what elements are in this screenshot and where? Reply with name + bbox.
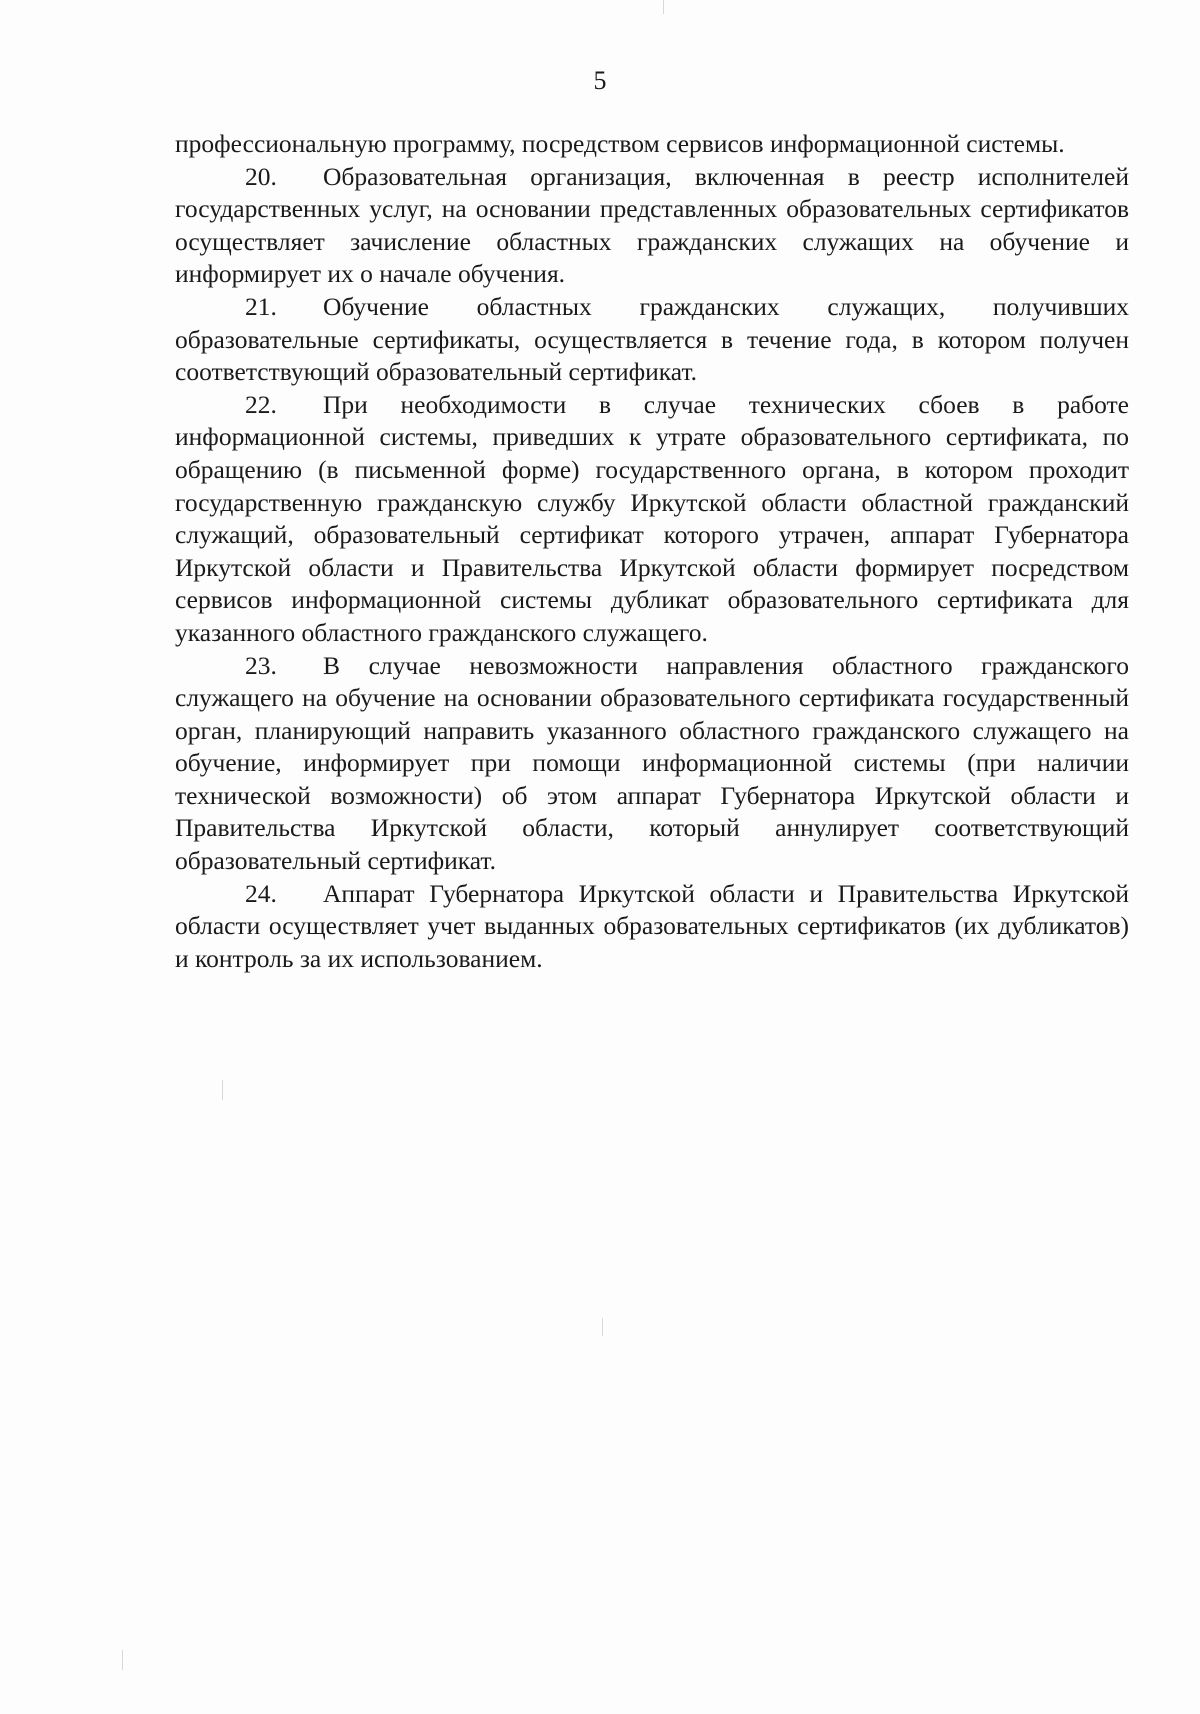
paragraph-number: 24. [245, 878, 277, 908]
paragraph-text: При необходимости в случае технических сбоев в работе информационной системы, приведших к утрате образовательного сертификата, по обращению (в письменной форме) государственного органа, в котором проходит государственную гражданскую службу Иркутской области областной гражданский служащий, образовательный сертификат которого утрачен, аппарат Губернатора Иркутской области и Правительства Иркутской области формирует посредством сервисов информационной системы дубликат образовательного сертификата для указанного областного гражданского служащего. [175, 389, 1129, 647]
paragraph-number: 23. [245, 650, 277, 680]
paragraph-24 [175, 878, 1129, 976]
paragraph-text: профессиональную программу, посредством сервисов информационной системы. [175, 129, 1065, 158]
paragraph-number: 21. [245, 291, 277, 321]
document-body [175, 128, 1129, 975]
paragraph-23 [175, 650, 1129, 878]
paragraph-text: Образовательная организация, включенная в реестр исполнителей государственных услуг, на основании представленных образовательных сертификатов осуществляет зачисление областных гражданских служащих на обучение и информирует их о начале обучения. [175, 161, 1129, 289]
paragraph-text: Аппарат Губернатора Иркутской области и Правительства Иркутской области осуществляет учет выданных образовательных сертификатов (их дубликатов) и контроль за их использованием. [175, 878, 1129, 973]
paragraph-continuation [175, 128, 1129, 161]
scan-artifact [222, 1080, 223, 1100]
scan-artifact [602, 1318, 603, 1336]
paragraph-number: 20. [245, 161, 277, 191]
paragraph-text: Обучение областных гражданских служащих, получивших образовательные сертификаты, осуществляется в течение года, в котором получен соответствующий образовательный сертификат. [175, 291, 1129, 387]
page-number: 5 [593, 66, 607, 95]
paragraph-20 [175, 161, 1129, 291]
paragraph-number: 22. [245, 389, 277, 419]
scan-artifact [663, 0, 664, 14]
paragraph-22 [175, 389, 1129, 650]
scan-artifact [122, 1650, 123, 1670]
paragraph-text: В случае невозможности направления областного гражданского служащего на обучение на основании образовательного сертификата государственный орган, планирующий направить указанного областного гражданского служащего на обучение, информирует при помощи информационной системы (при наличии технической возможности) об этом аппарат Губернатора Иркутской области и Правительства Иркутской области, который аннулирует соответствующий образовательный сертификат. [175, 650, 1129, 876]
paragraph-21 [175, 291, 1129, 389]
